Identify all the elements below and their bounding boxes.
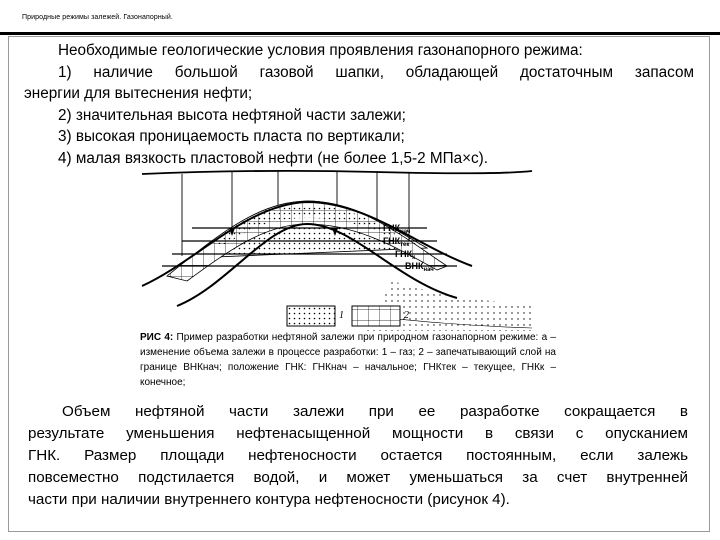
header-divider bbox=[0, 32, 720, 35]
figure-caption bbox=[140, 330, 556, 390]
label-vnk-nach: $ВНК_{нач}$ bbox=[405, 261, 434, 273]
legend bbox=[287, 306, 409, 326]
conditions-block bbox=[24, 40, 694, 169]
reservoir-diagram-svg bbox=[137, 166, 537, 331]
condition-3: 3) высокая проницаемость пласта по вертикали; bbox=[58, 128, 405, 145]
caption-title: РИС 4: bbox=[140, 332, 174, 343]
reservoir-diagram bbox=[137, 166, 537, 331]
condition-1-line-1: 1) наличие большой газовой шапки, обладающей достаточным запасом bbox=[58, 63, 694, 81]
body-line-1: Объем нефтяной части залежи при ее разработке сокращается в bbox=[62, 403, 688, 420]
slide-header bbox=[0, 0, 720, 32]
label-gnk-tek: $ГНК_{тек}$ bbox=[383, 236, 410, 248]
label-gnk-k: $ГНК_к$ bbox=[395, 249, 416, 261]
slide-title: Природные режимы залежей. Газонапорный. bbox=[22, 14, 173, 21]
legend-label-2: 2 bbox=[404, 310, 409, 321]
label-gnk-nach: $ГНК_{нач}$ bbox=[383, 223, 411, 235]
condition-4: 4) малая вязкость пластовой нефти (не более 1,5-2 МПа×с). bbox=[58, 149, 489, 167]
caption-text: Пример разработки нефтяной залежи при природном газонапорном режиме: а – изменение объема залежи в процессе разработки: 1 – газ; 2 – запечатывающий слой на границе ВНКнач; положение ГНК: ГНКнач – начальное; ГНКтек – текущее, ГНКк – конечное; bbox=[140, 332, 556, 388]
condition-1-line-2: энергии для вытеснения нефти; bbox=[24, 85, 253, 102]
condition-2: 2) значительная высота нефтяной части залежи; bbox=[58, 106, 406, 124]
body-line-3: ГНК. Размер площади нефтеносности остается постоянным, если залежь bbox=[28, 447, 688, 464]
conditions-heading: Необходимые геологические условия проявления газонапорного режима: bbox=[58, 42, 583, 59]
legend-label-1: 1 bbox=[339, 310, 344, 321]
body-paragraph bbox=[28, 401, 688, 511]
body-line-2: результате уменьшения нефтенасыщенной мощности в связи с опусканием bbox=[28, 425, 688, 442]
body-line-4: повсеместно подстилается водой, и может уменьшаться за счет внутренней bbox=[28, 469, 688, 486]
body-line-5: части при наличии внутреннего контура нефтеносности (рисунок 4). bbox=[28, 491, 510, 508]
